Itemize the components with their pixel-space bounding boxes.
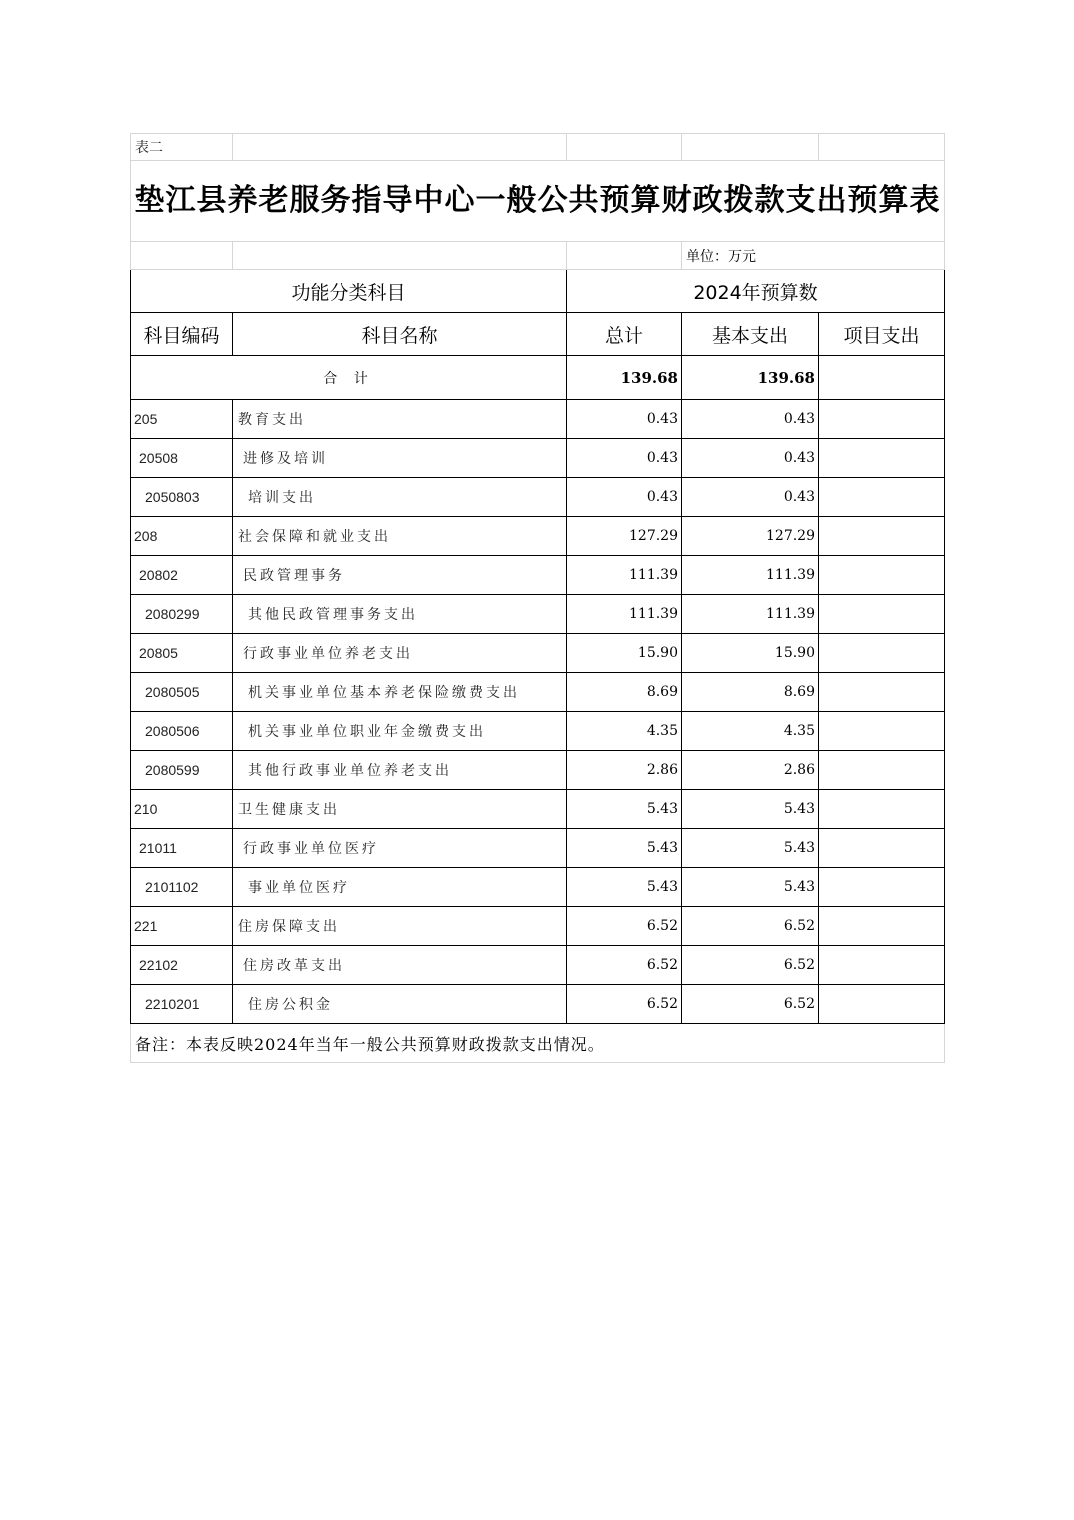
row-name: 机关事业单位基本养老保险缴费支出	[233, 673, 567, 712]
header-columns-row	[131, 313, 945, 356]
row-basic: 4.35	[682, 712, 819, 751]
total-label: 合 计	[131, 356, 567, 400]
row-code: 2080506	[131, 712, 233, 751]
row-basic: 5.43	[682, 868, 819, 907]
table-row	[131, 478, 945, 517]
row-name: 社会保障和就业支出	[233, 517, 567, 556]
row-project	[819, 907, 945, 946]
row-code: 20805	[131, 634, 233, 673]
row-project	[819, 595, 945, 634]
row-basic: 111.39	[682, 595, 819, 634]
header-total: 总计	[567, 313, 682, 356]
footnote: 备注：本表反映2024年当年一般公共预算财政拨款支出情况。	[131, 1024, 945, 1063]
row-project	[819, 829, 945, 868]
row-total: 15.90	[567, 634, 682, 673]
row-total: 0.43	[567, 478, 682, 517]
row-total: 111.39	[567, 556, 682, 595]
row-basic: 6.52	[682, 946, 819, 985]
row-basic: 0.43	[682, 439, 819, 478]
row-basic: 0.43	[682, 400, 819, 439]
total-project	[819, 356, 945, 400]
row-name: 培训支出	[233, 478, 567, 517]
page-title: 垫江县养老服务指导中心一般公共预算财政拨款支出预算表	[131, 161, 945, 242]
header-basic: 基本支出	[682, 313, 819, 356]
table-row	[131, 946, 945, 985]
budget-sheet	[130, 133, 944, 1063]
row-basic: 111.39	[682, 556, 819, 595]
row-project	[819, 556, 945, 595]
table-row	[131, 634, 945, 673]
header-code: 科目编码	[131, 313, 233, 356]
row-basic: 127.29	[682, 517, 819, 556]
header-group-row	[131, 270, 945, 313]
total-row	[131, 356, 945, 400]
row-code: 208	[131, 517, 233, 556]
table-row	[131, 595, 945, 634]
row-basic: 0.43	[682, 478, 819, 517]
table-label-row	[131, 134, 945, 161]
row-total: 5.43	[567, 829, 682, 868]
row-total: 5.43	[567, 868, 682, 907]
row-code: 2101102	[131, 868, 233, 907]
row-name: 行政事业单位医疗	[233, 829, 567, 868]
table-row	[131, 751, 945, 790]
row-name: 住房保障支出	[233, 907, 567, 946]
row-total: 6.52	[567, 946, 682, 985]
row-total: 5.43	[567, 790, 682, 829]
row-name: 民政管理事务	[233, 556, 567, 595]
table-row	[131, 556, 945, 595]
row-project	[819, 868, 945, 907]
unit-row	[131, 242, 945, 270]
row-code: 210	[131, 790, 233, 829]
row-total: 2.86	[567, 751, 682, 790]
table-row	[131, 400, 945, 439]
table-label: 表二	[131, 134, 233, 161]
row-basic: 5.43	[682, 790, 819, 829]
row-name: 事业单位医疗	[233, 868, 567, 907]
row-code: 2080299	[131, 595, 233, 634]
table-row	[131, 439, 945, 478]
note-row	[131, 1024, 945, 1063]
row-project	[819, 751, 945, 790]
header-name: 科目名称	[233, 313, 567, 356]
row-project	[819, 985, 945, 1024]
row-code: 22102	[131, 946, 233, 985]
row-project	[819, 439, 945, 478]
total-basic: 139.68	[682, 356, 819, 400]
row-basic: 6.52	[682, 907, 819, 946]
total-total: 139.68	[567, 356, 682, 400]
row-total: 0.43	[567, 400, 682, 439]
row-code: 20802	[131, 556, 233, 595]
table-row	[131, 868, 945, 907]
row-project	[819, 946, 945, 985]
row-name: 卫生健康支出	[233, 790, 567, 829]
row-name: 住房改革支出	[233, 946, 567, 985]
table-row	[131, 985, 945, 1024]
row-name: 行政事业单位养老支出	[233, 634, 567, 673]
row-name: 进修及培训	[233, 439, 567, 478]
row-name: 教育支出	[233, 400, 567, 439]
row-total: 4.35	[567, 712, 682, 751]
header-functional-classification: 功能分类科目	[131, 270, 567, 313]
row-project	[819, 712, 945, 751]
table-row	[131, 712, 945, 751]
row-basic: 6.52	[682, 985, 819, 1024]
row-project	[819, 400, 945, 439]
row-name: 机关事业单位职业年金缴费支出	[233, 712, 567, 751]
table-row	[131, 517, 945, 556]
table-row	[131, 790, 945, 829]
row-code: 2050803	[131, 478, 233, 517]
row-total: 6.52	[567, 985, 682, 1024]
unit-label: 单位：万元	[682, 242, 945, 270]
row-basic: 8.69	[682, 673, 819, 712]
table-row	[131, 829, 945, 868]
row-basic: 2.86	[682, 751, 819, 790]
row-basic: 5.43	[682, 829, 819, 868]
row-code: 2080505	[131, 673, 233, 712]
row-name: 其他行政事业单位养老支出	[233, 751, 567, 790]
row-project	[819, 517, 945, 556]
row-total: 8.69	[567, 673, 682, 712]
row-total: 6.52	[567, 907, 682, 946]
header-project: 项目支出	[819, 313, 945, 356]
row-total: 111.39	[567, 595, 682, 634]
row-basic: 15.90	[682, 634, 819, 673]
table-row	[131, 907, 945, 946]
header-budget-year: 2024年预算数	[567, 270, 945, 313]
budget-table	[130, 133, 945, 1063]
row-project	[819, 478, 945, 517]
row-name: 其他民政管理事务支出	[233, 595, 567, 634]
row-code: 20508	[131, 439, 233, 478]
row-code: 21011	[131, 829, 233, 868]
row-project	[819, 790, 945, 829]
row-code: 221	[131, 907, 233, 946]
row-project	[819, 634, 945, 673]
title-row	[131, 161, 945, 242]
row-project	[819, 673, 945, 712]
row-code: 2080599	[131, 751, 233, 790]
table-row	[131, 673, 945, 712]
row-code: 205	[131, 400, 233, 439]
row-total: 0.43	[567, 439, 682, 478]
row-code: 2210201	[131, 985, 233, 1024]
row-total: 127.29	[567, 517, 682, 556]
row-name: 住房公积金	[233, 985, 567, 1024]
